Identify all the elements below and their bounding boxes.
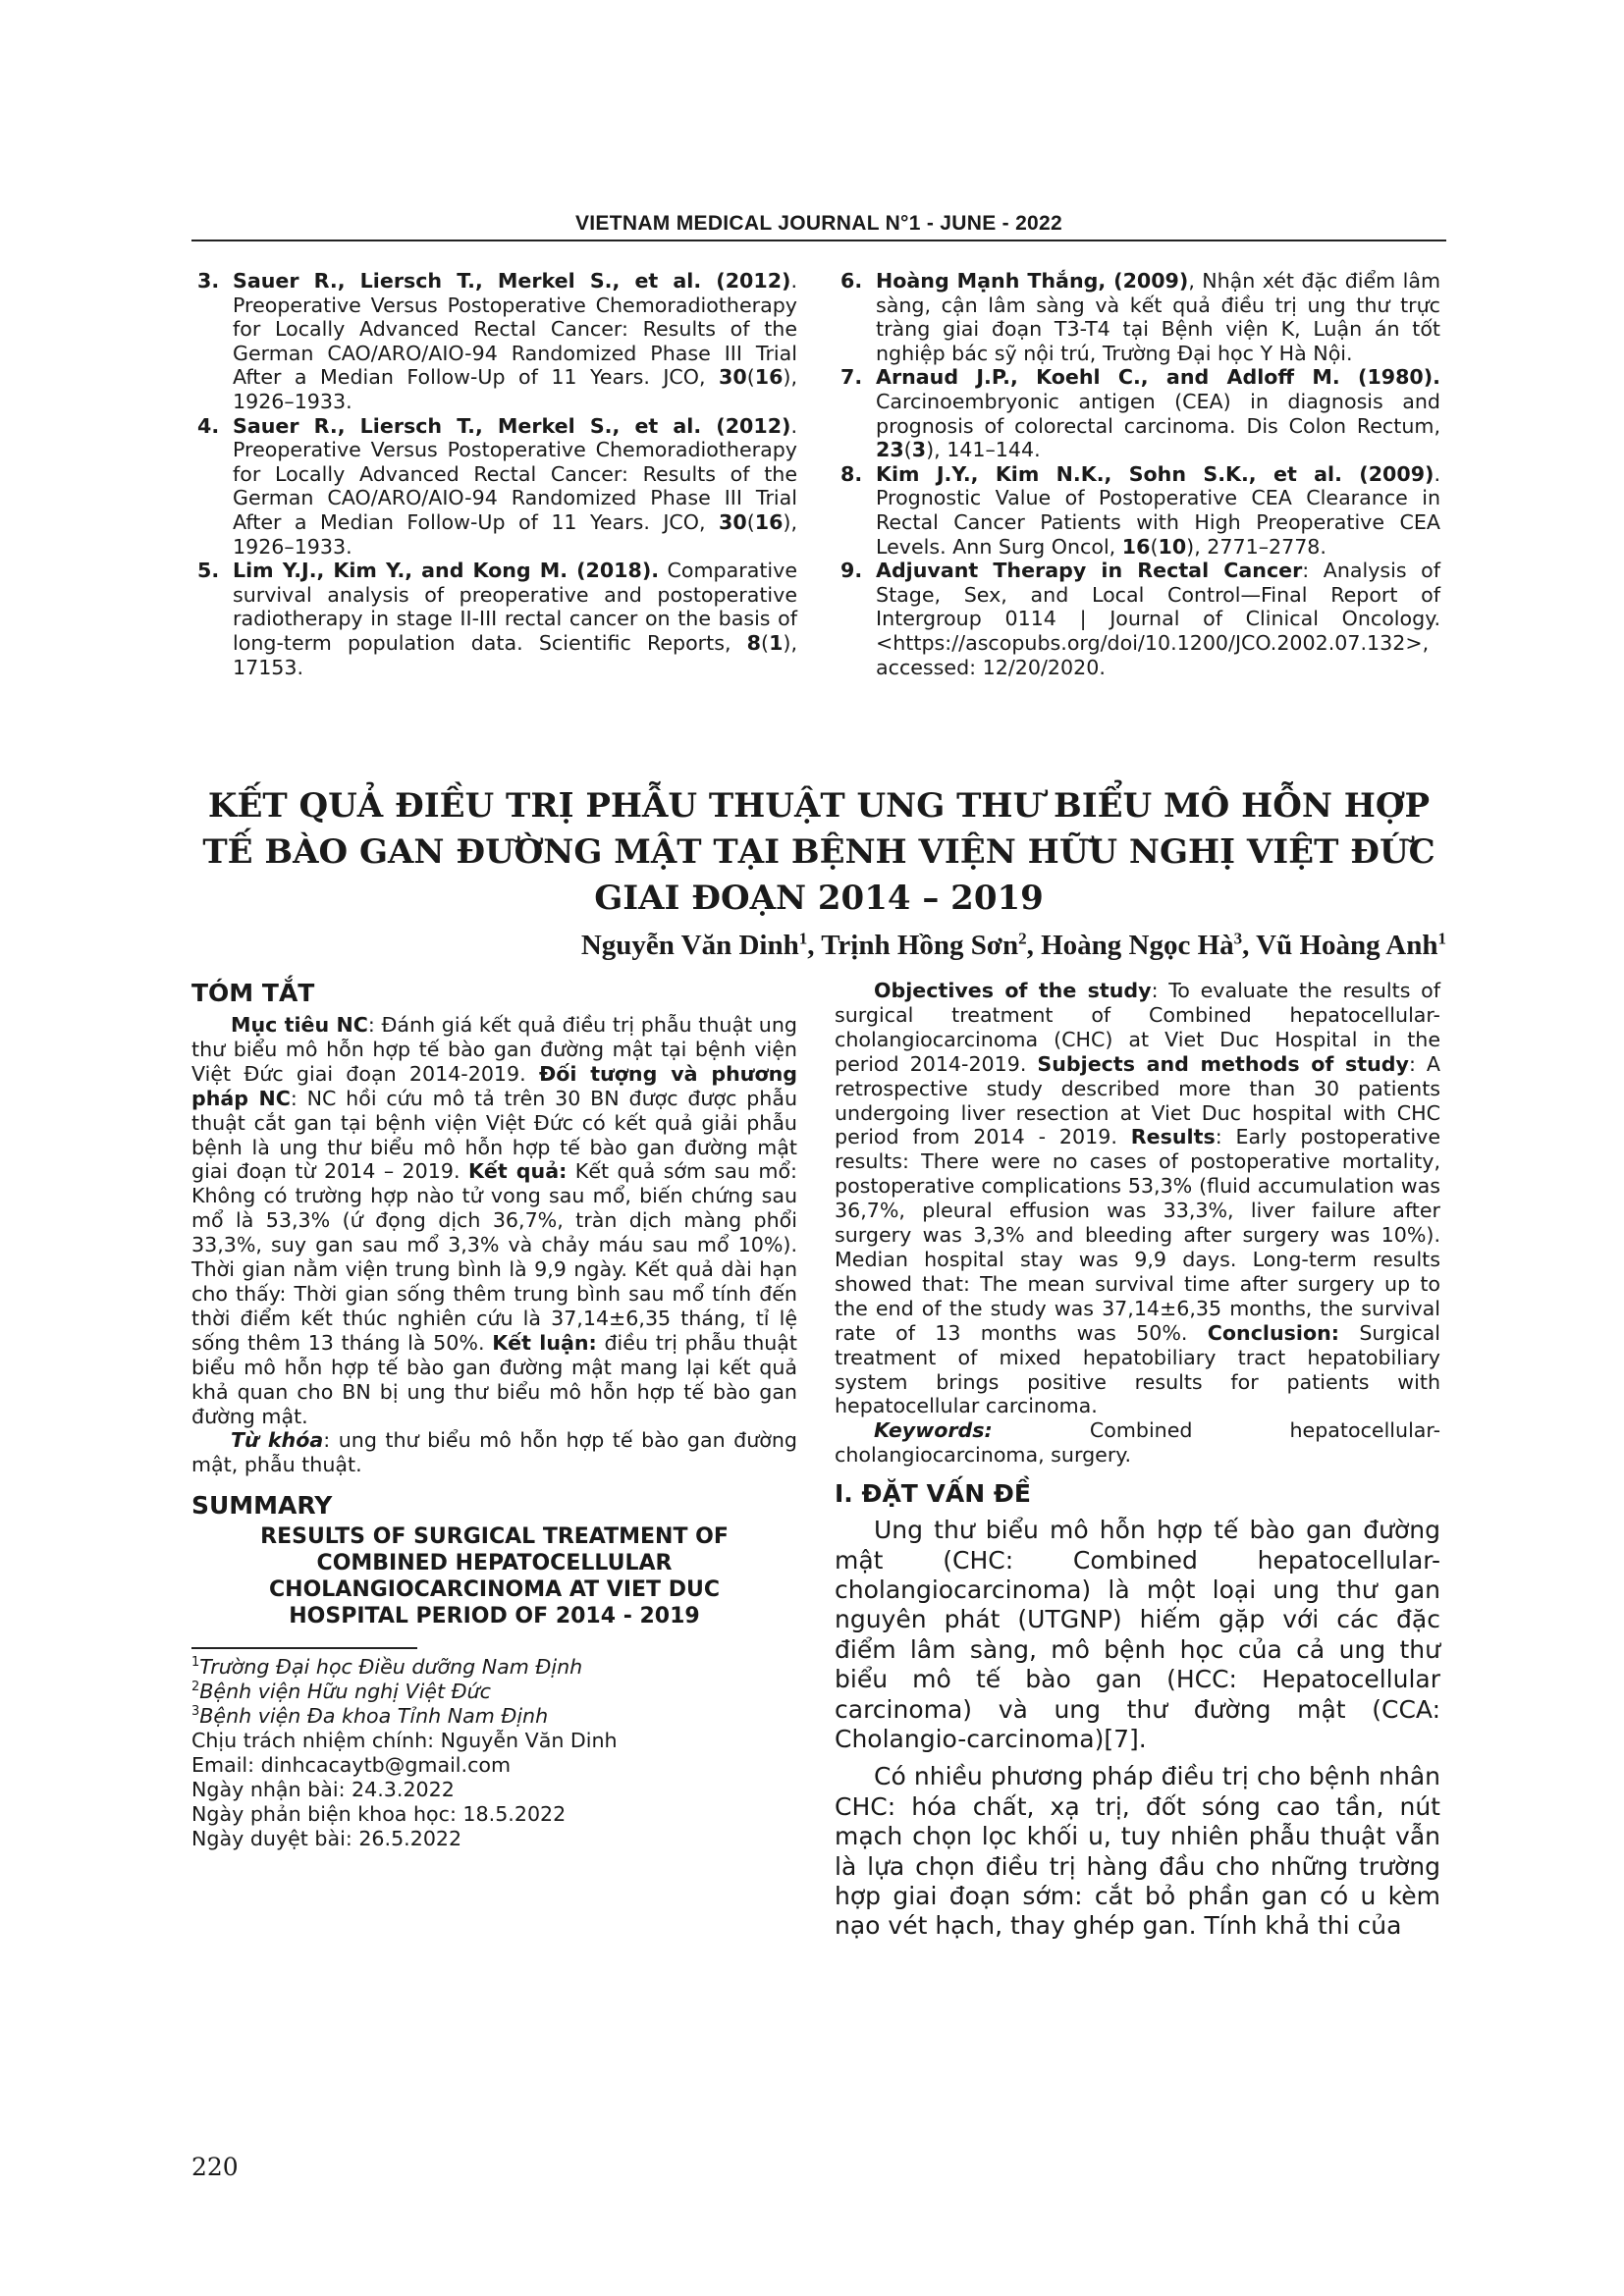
conclusion-label: Kết luận: — [492, 1330, 597, 1355]
author-name: Nguyễn Văn Dinh — [580, 930, 799, 961]
ref-number: 3. — [197, 269, 220, 293]
ref-text: . Preoperative Versus Postoperative Chemoradiotherapy for Locally Advanced Rectal Cancer: Results of the German CAO/ARO/AIO-94 Randomized Phase III Trial After a Median Follow-Up of 11 Years. JCO, — [233, 269, 797, 390]
ref-text: Comparative survival analysis of preoperative and postoperative radiotherapy in stage II-III rectal cancer on the basis of long-term population data. Scientific Reports, — [233, 559, 797, 655]
result-text: : Early postoperative results: There were no cases of postoperative mortality, postoperative complications 53,3% (fluid accumulation was 36,7%, pleural effusion was 33,3%, liver failure after surgery was 3,3% and bleeding after surgery was 10%). Median hospital stay was 9,9 days. Long-term results showed that: The mean survival time after surgery up to the end of the study was 37,14±6,35 months, the survival rate of 13 months was 50%. — [835, 1125, 1440, 1345]
affiliation-2: Bệnh viện Hữu nghị Việt Đức — [199, 1679, 491, 1703]
author-affiliation: 3 — [1233, 929, 1243, 948]
ref-authors: Lim Y.J., Kim Y., and Kong M. (2018). — [233, 559, 660, 583]
ref-issue: 10 — [1158, 534, 1187, 559]
ref-number: 5. — [197, 559, 220, 583]
result-text: Kết quả sớm sau mổ: Không có trường hợp nào tử vong sau mổ, biến chứng sau mổ là 53,3% (ứ đọng dịch 36,7%, tràn dịch màng phổi 33,3%, suy gan sau mổ 3,3% và chảy máu sau mổ 10%). Thời gian nằm viện trung bình là 9,9 ngày. Kết quả dài hạn cho thấy: Thời gian sống thêm trung bình sau mổ tính đến thời điểm kết thúc nghiên cứu là 37,14±6,35 tháng, tỉ lệ sống thêm 13 tháng là 50%. — [191, 1159, 797, 1355]
author-separator: , — [807, 930, 822, 961]
abstract-vn — [191, 1013, 797, 1428]
objective-text: : Đánh giá kết quả điều trị phẫu thuật ung thư biểu mô hỗn hợp tế bào gan đường mật tại bệnh viện Việt Đức giai đoạn 2014-2019. — [191, 1013, 797, 1086]
page-number: 220 — [191, 2153, 239, 2181]
title-line: TẾ BÀO GAN ĐƯỜNG MẬT TẠI BỆNH VIỆN HỮU NGHỊ VIỆT ĐỨC — [202, 832, 1435, 872]
author-affiliation: 1 — [798, 929, 808, 948]
objective-label: Objectives of the study — [874, 979, 1152, 1002]
ref-authors: Sauer R., Liersch T., Merkel S., et al. (2012) — [233, 413, 791, 438]
reference-7: 7. Arnaud J.P., Koehl C., and Adloff M. (1980). Carcinoembryonic antigen (CEA) in diagnosis and prognosis of colorectal carcinoma. Dis Colon Rectum, 23(3), 141–144. — [840, 365, 1440, 462]
ref-number: 6. — [840, 269, 863, 293]
ref-pages: , 1926–1933. — [233, 509, 797, 559]
author-affiliation: 2 — [1018, 929, 1027, 948]
ref-text: . Preoperative Versus Postoperative Chemoradiotherapy for Locally Advanced Rectal Cancer: Results of the German CAO/ARO/AIO-94 Randomized Phase III Trial After a Median Follow-Up of 11 Years. JCO, — [233, 413, 797, 534]
reference-6 — [835, 269, 1440, 365]
author-affiliation: 1 — [1437, 929, 1446, 948]
ref-volume: 23 — [876, 438, 904, 462]
footnote-aff3: $^3$Bệnh viện Đa khoa Tỉnh Nam Định — [191, 1703, 549, 1728]
ref-volume: 30 — [719, 509, 747, 534]
affiliation-3: Bệnh viện Đa khoa Tỉnh Nam Định — [199, 1703, 549, 1728]
result-label: Kết quả: — [467, 1159, 568, 1184]
author-name: Hoàng Ngọc Hà — [1041, 930, 1234, 961]
ref-issue: 16 — [754, 365, 784, 390]
keywords-label: Keywords: — [874, 1418, 993, 1443]
keywords-vn — [191, 1428, 797, 1477]
keywords-text: Combined hepatocellular-cholangiocarcinoma, surgery. — [835, 1418, 1440, 1468]
references-right — [835, 269, 1440, 679]
ref-text: , Nhận xét đặc điểm lâm sàng, cận lâm sàng và kết quả điều trị ung thư trực tràng giai đoạn T3-T4 tại Bệnh viện K, Luận án tốt nghiệp bác sỹ nội trú, Trường Đại học Y Hà Nội. — [876, 269, 1441, 365]
reference-9 — [835, 559, 1440, 679]
ref-pages: , 141–144. — [934, 438, 1041, 462]
reference-5: 5. Lim Y.J., Kim Y., and Kong M. (2018). Comparative survival analysis of preoperative and postoperative radiotherapy in stage II-III rectal cancer on the basis of long-term population data. Scientific Reports, 8(1), 17153. — [197, 559, 797, 679]
ref-volume: 30 — [719, 365, 747, 390]
ref-number: 7. — [840, 365, 863, 390]
ref-authors: Adjuvant Therapy in Rectal Cancer — [876, 559, 1303, 583]
title-line: KẾT QUẢ ĐIỀU TRỊ PHẪU THUẬT UNG THƯ BIỂU MÔ HỖN HỢP — [207, 786, 1431, 826]
ref-volume: 8 — [746, 630, 762, 655]
conclusion-text: điều trị phẫu thuật biểu mô hỗn hợp tế bào gan đường mật mang lại kết quả khả quan cho BN bị ung thư biểu mô hỗn hợp tế bào gan đường mật. — [191, 1330, 798, 1428]
ref-pages: , 1926–1933. — [233, 365, 797, 413]
footnote-aff1: $^1$Trường Đại học Điều dưỡng Nam Định — [191, 1654, 583, 1679]
ref-authors: Arnaud J.P., Koehl C., and Adloff M. (1980). — [876, 365, 1440, 390]
conclusion-text: Surgical treatment of mixed hepatobiliary tract hepatobiliary system brings positive results for patients with hepatocellular carcinoma. — [835, 1320, 1441, 1418]
method-label: Đối tượng và phương pháp NC — [191, 1061, 797, 1110]
ref-issue: 16 — [754, 509, 784, 534]
ref-volume: 16 — [1121, 534, 1151, 559]
keywords-text: : ung thư biểu mô hỗn hợp tế bào gan đường mật, phẫu thuật. — [191, 1428, 797, 1477]
author-name: Vũ Hoàng Anh — [1256, 930, 1438, 961]
ref-pages: , 2771–2778. — [1194, 534, 1326, 559]
title-line: GIAI ĐOẠN 2014 – 2019 — [594, 879, 1044, 918]
result-label: Results — [1130, 1125, 1216, 1149]
journal-header: VIETNAM MEDICAL JOURNAL N°1 - JUNE - 2022 — [574, 212, 1062, 235]
affiliation-1: Trường Đại học Điều dưỡng Nam Định — [199, 1654, 583, 1679]
ref-issue: 1 — [769, 630, 784, 655]
footnote-rule — [191, 1647, 417, 1649]
ref-text: : Analysis of Stage, Sex, and Local Control—Final Report of Intergroup 0114 | Journal of Clinical Oncology. <https://ascopubs.org/doi/10.1200/JCO.2002.07.132>, accessed: 12/20/2020. — [876, 559, 1440, 679]
ref-text: . Prognostic Value of Postoperative CEA Clearance in Rectal Cancer Patients with High Preoperative CEA Levels. Ann Surg Oncol, — [876, 461, 1440, 559]
intro-paragraph-1: Ung thư biểu mô hỗn hợp tế bào gan đường mật (CHC: Combined hepatocellular-cholangiocarcinoma) là một loại ung thư gan nguyên phát (UTGNP) hiếm gặp với các đặc điểm lâm sàng, mô bệnh học của cả ung thư biểu mô tế bào gan (HCC: Hepatocellular carcinoma) và ung thư đường mật (CCA: Cholangio-carcinoma)[7]. — [835, 1516, 1440, 1753]
email: Email: dinhcacaytb@gmail.com — [191, 1752, 512, 1777]
references-left — [191, 269, 797, 679]
conclusion-label: Conclusion: — [1207, 1320, 1340, 1345]
summary-heading: SUMMARY — [191, 1491, 333, 1521]
author-separator: , — [1242, 930, 1257, 961]
date-accepted: Ngày duyệt bài: 26.5.2022 — [191, 1826, 462, 1850]
keywords-en — [835, 1418, 1440, 1468]
article-title — [191, 783, 1446, 922]
responsible-author: Chịu trách nhiệm chính: Nguyễn Văn Dinh — [191, 1728, 618, 1752]
ref-number: 9. — [840, 559, 863, 583]
objective-label: Mục tiêu NC — [231, 1013, 368, 1037]
method-label: Subjects and methods of study — [1037, 1051, 1409, 1076]
ref-authors: Sauer R., Liersch T., Merkel S., et al. (2012) — [233, 269, 791, 293]
reference-4: 4. Sauer R., Liersch T., Merkel S., et al. (2012). Preoperative Versus Postoperative Chemoradiotherapy for Locally Advanced Rectal Cancer: Results of the German CAO/ARO/AIO-94 Randomized Phase III Trial After a Median Follow-Up of 11 Years. JCO, 30(16), 1926–1933. — [197, 413, 797, 559]
ref-text: Carcinoembryonic antigen (CEA) in diagnosis and prognosis of colorectal carcinoma. Dis Colon Rectum, — [876, 389, 1440, 438]
method-text: : A retrospective study described more than 30 patients undergoing liver resection at Viet Duc hospital with CHC period from 2014 - 2019. — [835, 1051, 1440, 1149]
date-reviewed: Ngày phản biện khoa học: 18.5.2022 — [191, 1801, 567, 1826]
footnote-aff2: $^2$Bệnh viện Hữu nghị Việt Đức — [191, 1679, 491, 1703]
left-column — [191, 979, 797, 1851]
ref-number: 4. — [197, 413, 220, 438]
footnotes — [191, 1655, 797, 1851]
author-name: Trịnh Hồng Sơn — [821, 930, 1019, 961]
reference-8: 8. Kim J.Y., Kim N.K., Sohn S.K., et al. (2009). Prognostic Value of Postoperative CEA Clearance in Rectal Cancer Patients with High Preoperative CEA Levels. Ann Surg Oncol, 16(10), 2771–2778. — [840, 461, 1440, 559]
reference-3: 3. Sauer R., Liersch T., Merkel S., et al. (2012). Preoperative Versus Postoperative Chemoradiotherapy for Locally Advanced Rectal Cancer: Results of the German CAO/ARO/AIO-94 Randomized Phase III Trial After a Median Follow-Up of 11 Years. JCO, 30(16), 1926–1933. — [197, 269, 797, 413]
intro-paragraph-2: Có nhiều phương pháp điều trị cho bệnh nhân CHC: hóa chất, xạ trị, đốt sóng cao tần, nút mạch chọn lọc khối u, tuy nhiên phẫu thuật vẫn là lựa chọn điều trị hàng đầu cho những trường hợp giai đoạn sớm: cắt bỏ phần gan có u kèm nạo vét hạch, thay ghép gan. Tính khả thi của — [835, 1762, 1440, 1941]
ref-authors: Hoàng Mạnh Thắng, (2009) — [876, 269, 1189, 293]
intro-heading: I. ĐẶT VẤN ĐỀ — [835, 1479, 1031, 1509]
ref-authors: Kim J.Y., Kim N.K., Sohn S.K., et al. (2009) — [876, 461, 1435, 486]
author-separator: , — [1026, 930, 1042, 961]
header-rule — [191, 240, 1446, 241]
ref-issue: 3 — [911, 438, 927, 462]
keywords-label: Từ khóa — [231, 1428, 324, 1453]
ref-number: 8. — [840, 461, 863, 486]
ref-pages: , 17153. — [233, 630, 797, 679]
date-received: Ngày nhận bài: 24.3.2022 — [191, 1777, 455, 1801]
author-list — [581, 930, 1446, 962]
right-column — [835, 979, 1440, 1949]
abstract-vn-heading: TÓM TẮT — [191, 979, 315, 1007]
abstract-en — [835, 979, 1440, 1418]
summary-title: RESULTS OF SURGICAL TREATMENT OF COMBINED HEPATOCELLULAR CHOLANGIOCARCINOMA AT VIET DUC HOSPITAL PERIOD OF 2014 - 2019 — [260, 1524, 729, 1629]
method-text: : NC hồi cứu mô tả trên 30 BN được được phẫu thuật cắt gan tại bệnh viện Việt Đức có kết quả giải phẫu bệnh là ung thư biểu mô hỗn hợp tế bào gan đường mật giai đoạn từ 2014 – 2019. — [191, 1086, 798, 1184]
objective-text: : To evaluate the results of surgical treatment of Combined hepatocellular-cholangiocarcinoma (CHC) at Viet Duc Hospital in the period 2014-2019. — [835, 979, 1440, 1076]
